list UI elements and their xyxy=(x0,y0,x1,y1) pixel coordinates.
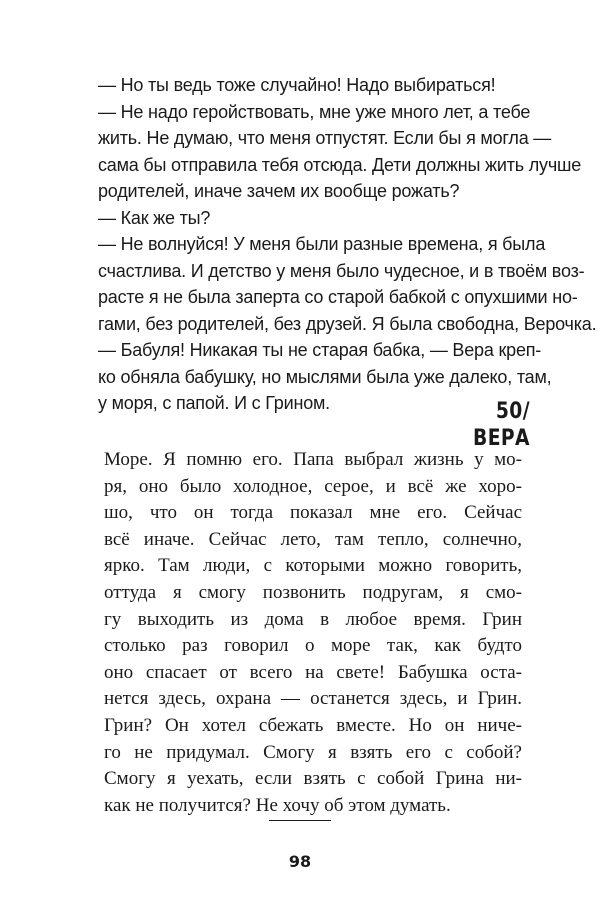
text-line: нется здесь, охрана — останется здесь, и Грин. xyxy=(104,688,522,710)
text-line: сама бы отправила тебя отсюда. Дети должны жить лучше xyxy=(98,154,582,175)
text-line: жить. Не думаю, что меня отпустят. Если бы я могла — xyxy=(98,128,552,148)
text-line: ярко. Там люди, с которыми можно говорить, xyxy=(104,555,522,577)
text-line: столько раз говорил о море так, как будто xyxy=(104,635,522,657)
text-line: оттуда я смогу позвонить подругам, я смо- xyxy=(104,581,522,603)
text-line: Море. Я помню его. Папа выбрал жизнь у мо- xyxy=(104,449,522,470)
narration-block xyxy=(104,447,522,819)
text-line: как не получится? Не хочу об этом думать. xyxy=(104,794,451,816)
dialogue-paragraph xyxy=(78,337,552,417)
text-line: шо, что он тогда показал мне его. Сейчас xyxy=(104,502,522,524)
text-line: гу выходить из дома в любое время. Грин xyxy=(104,608,522,630)
text-line: — Как же ты? xyxy=(98,207,211,228)
text-line: — Не надо геройствовать, мне уже много лет, а тебе xyxy=(98,101,531,122)
dialogue-paragraph xyxy=(78,72,529,99)
page-number: 98 xyxy=(288,852,312,871)
text-line: го не придумал. Смогу я взять его с собой? xyxy=(104,741,522,763)
text-line: всё иначе. Сейчас лето, там тепло, солнечно, xyxy=(104,528,522,550)
text-line: — Но ты ведь тоже случайно! Надо выбираться! xyxy=(98,75,496,95)
chapter-number: 50/ xyxy=(495,399,530,424)
chapter-heading xyxy=(473,398,530,452)
text-line: у моря, с папой. И с Грином. xyxy=(98,393,330,413)
text-line: — Бабуля! Никакая ты не старая бабка, — Вера креп- xyxy=(98,340,542,360)
text-line: счастлива. И детство у меня было чудесное, и в твоём воз- xyxy=(98,260,585,281)
chapter-title: ВЕРА xyxy=(473,426,530,451)
text-line: расте я не была заперта со старой бабкой с опухшими но- xyxy=(98,287,578,307)
dialogue-paragraph xyxy=(78,205,529,232)
dialogue-block xyxy=(78,72,597,417)
text-line: ко обняла бабушку, но мыслями была уже далеко, там, xyxy=(98,366,552,387)
text-line: — Не волнуйся! У меня были разные времена, я была xyxy=(98,234,546,254)
text-line: Смогу я уехать, если взять с собой Грина ни- xyxy=(104,768,522,790)
text-line: гами, без родителей, без друзей. Я была свободна, Верочка. xyxy=(98,313,597,334)
text-line: Грин? Он хотел сбежать вместе. Но он ниче- xyxy=(104,714,522,736)
text-line: оно спасает от всего на свете! Бабушка оста- xyxy=(104,661,522,683)
text-line: родителей, иначе зачем их вообще рожать? xyxy=(98,181,460,201)
text-line: ря, оно было холодное, серое, и всё же хоро- xyxy=(104,475,522,497)
section-divider xyxy=(269,820,331,821)
dialogue-paragraph xyxy=(78,231,597,337)
dialogue-paragraph xyxy=(78,99,582,205)
